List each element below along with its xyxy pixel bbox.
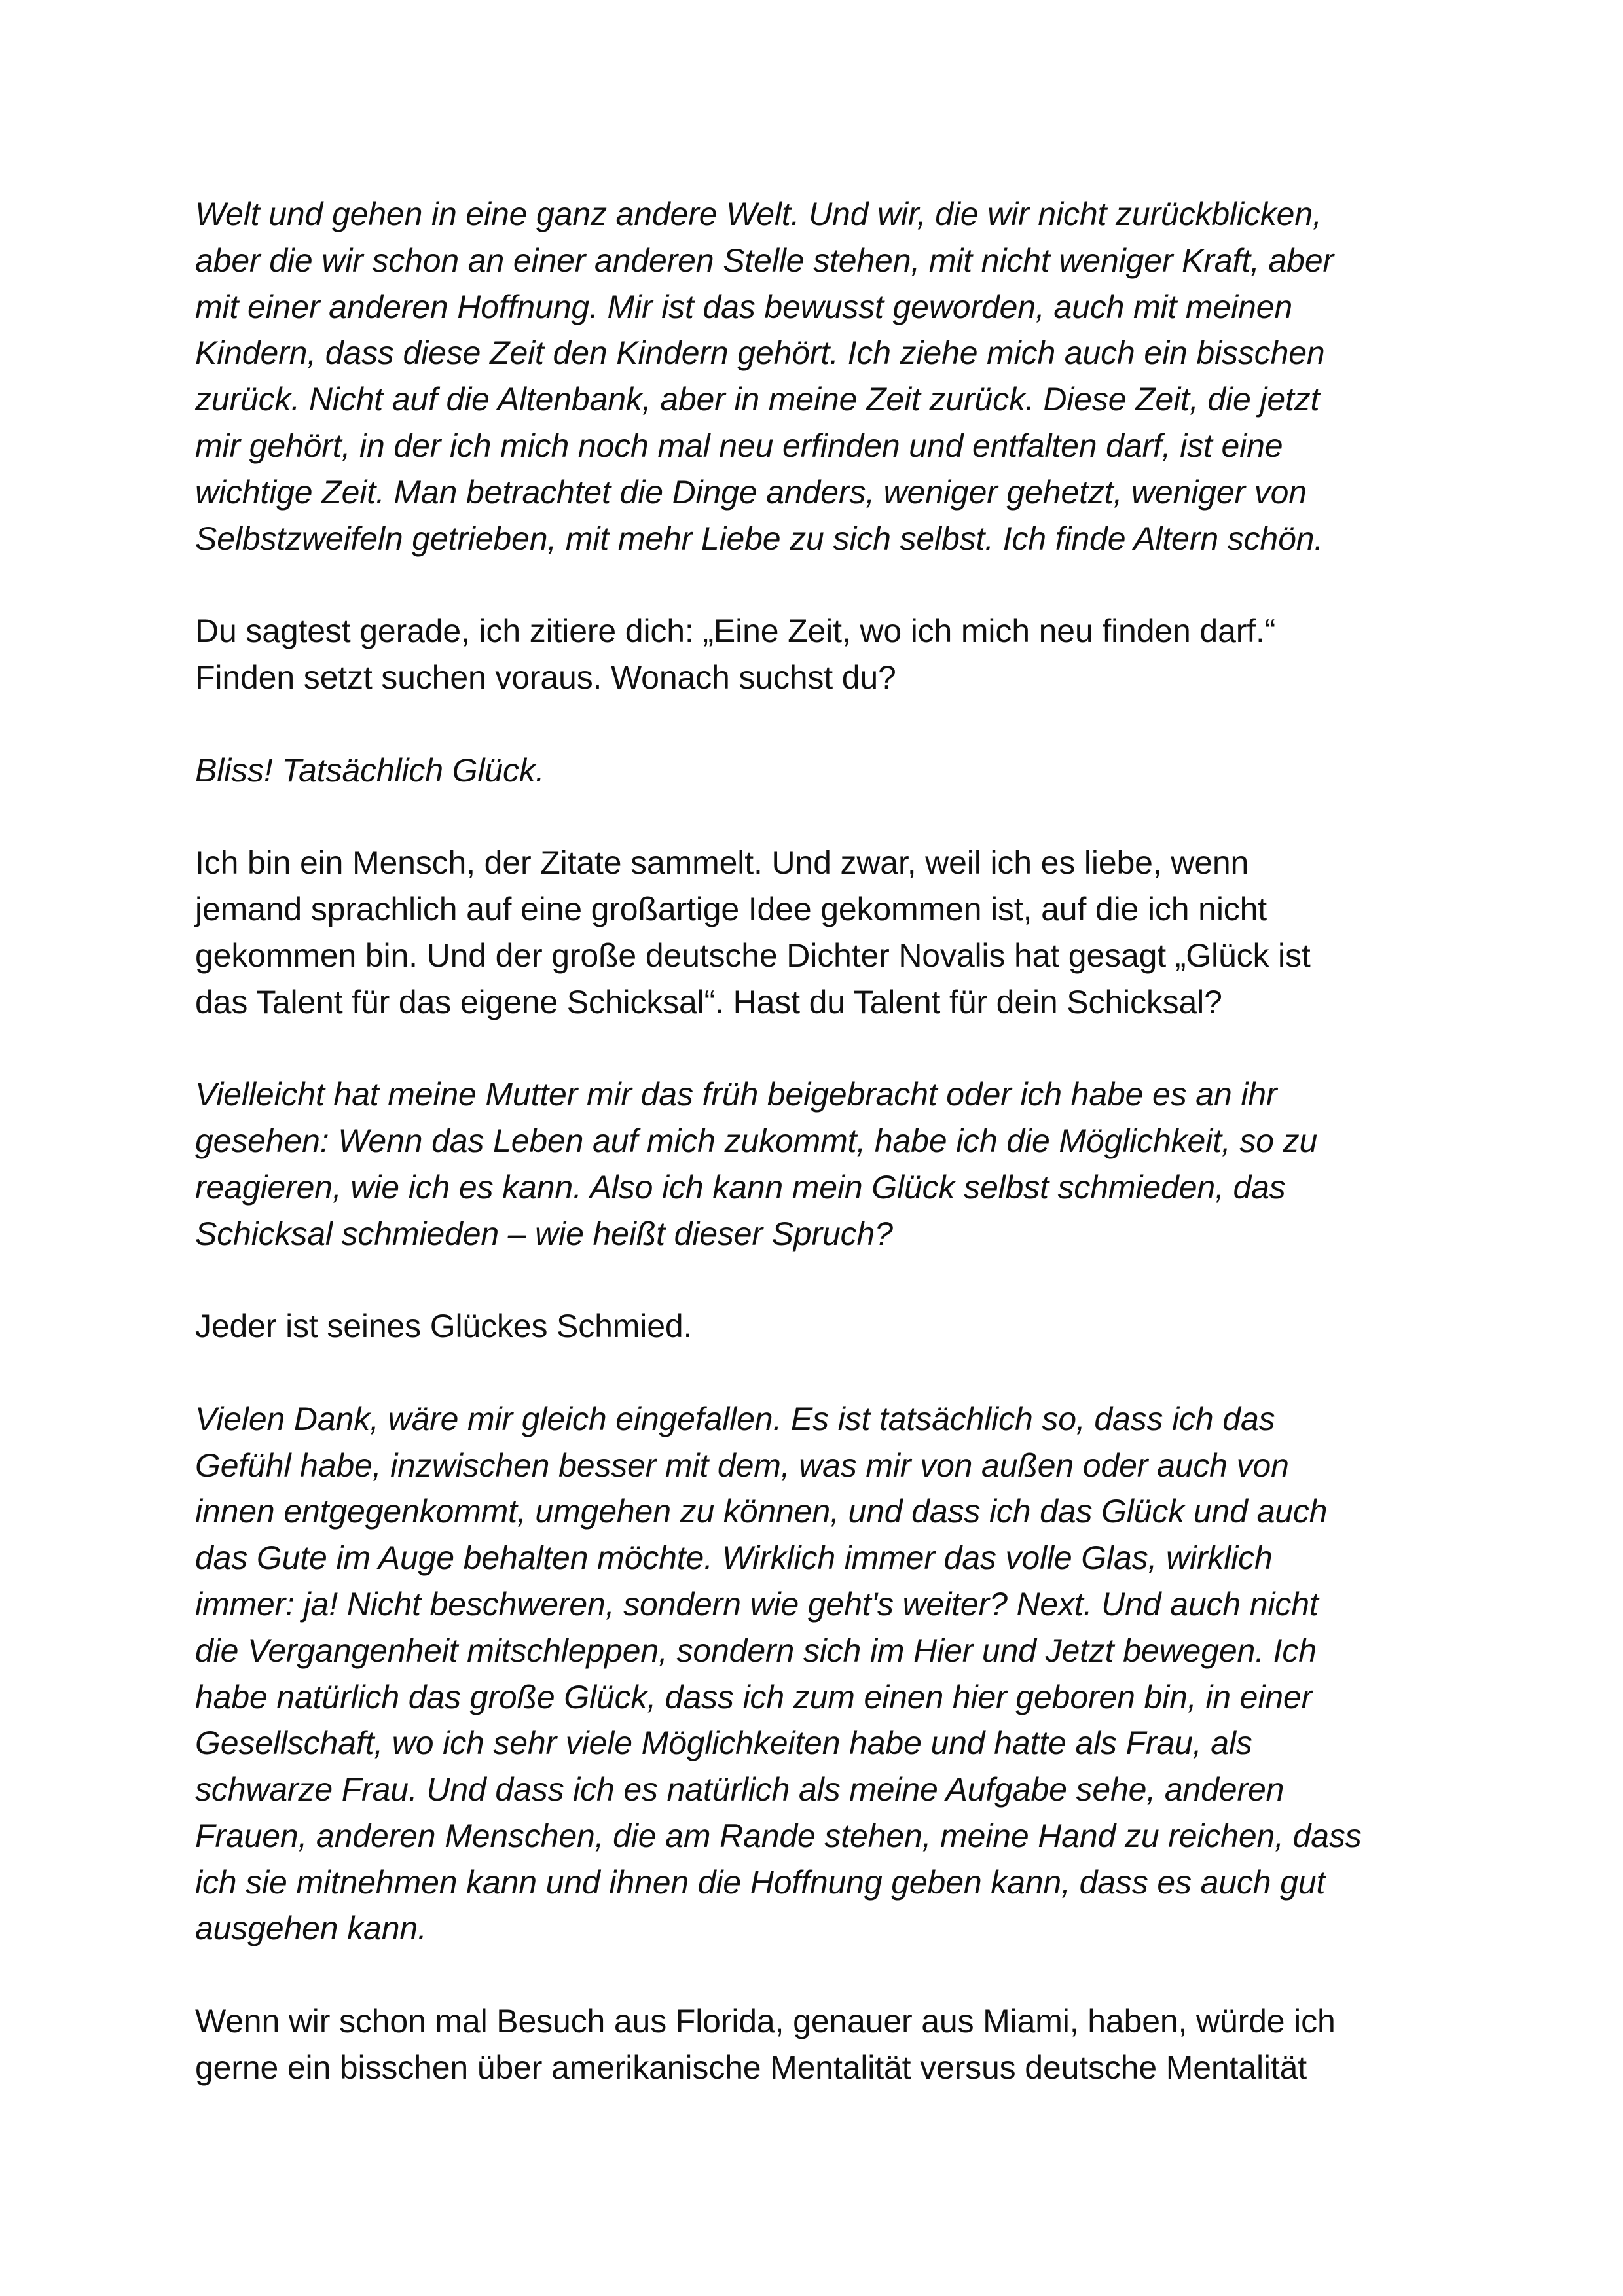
question-paragraph: Wenn wir schon mal Besuch aus Florida, genauer aus Miami, haben, würde ich gerne ein bisschen über amerikanische Mentalität versus deutsche Mentalität [195, 2003, 1336, 2086]
question-paragraph: Jeder ist seines Glückes Schmied. [195, 1308, 693, 1345]
question-paragraph: Du sagtest gerade, ich zitiere dich: „Eine Zeit, wo ich mich neu finden darf.“ Finden setzt suchen voraus. Wonach suchst du? [195, 613, 1276, 696]
answer-paragraph: Bliss! Tatsächlich Glück. [195, 751, 545, 789]
answer-paragraph: Vielen Dank, wäre mir gleich eingefallen. Es ist tatsächlich so, dass ich das Gefühl habe, inzwischen besser mit dem, was mir von außen oder auch von innen entgegenkommt, umgehen zu können, und dass ich das Glück und auch das Gute im Auge behalten möchte. Wirklich immer das volle Glas, wirklich immer: ja! Nicht beschweren, sondern wie geht's weiter? Next. Und auch nicht die Vergangenheit mitschleppen, sondern sich im Hier und Jetzt bewegen. Ich habe natürlich das große Glück, dass ich zum einen hier geboren bin, in einer Gesellschaft, wo ich sehr viele Möglichkeiten habe und hatte als Frau, als schwarze Frau. Und dass ich es natürlich als meine Aufgabe sehe, anderen Frauen, anderen Menschen, die am Rande stehen, meine Hand zu reichen, dass ich sie mitnehmen kann und ihnen die Hoffnung geben kann, dass es auch gut ausgehen kann. [195, 1400, 1362, 1947]
answer-paragraph: Welt und gehen in eine ganz andere Welt. Und wir, die wir nicht zurückblicken, aber die wir schon an einer anderen Stelle stehen, mit nicht weniger Kraft, aber mit einer anderen Hoffnung. Mir ist das bewusst geworden, auch mit meinen Kindern, dass diese Zeit den Kindern gehört. Ich ziehe mich auch ein bisschen zurück. Nicht auf die Altenbank, aber in meine Zeit zurück. Diese Zeit, die jetzt mir gehört, in der ich mich noch mal neu erfinden und entfalten darf, ist eine wichtige Zeit. Man betrachtet die Dinge anders, weniger gehetzt, weniger von Selbstzweifeln getrieben, mit mehr Liebe zu sich selbst. Ich finde Altern schön. [195, 196, 1334, 557]
answer-paragraph: Vielleicht hat meine Mutter mir das früh beigebracht oder ich habe es an ihr gesehen: Wenn das Leben auf mich zukommt, habe ich die Möglichkeit, so zu reagieren, wie ich es kann. Also ich kann mein Glück selbst schmieden, das Schicksal schmieden – wie heißt dieser Spruch? [195, 1076, 1318, 1252]
document-page [195, 191, 1439, 2137]
question-paragraph: Ich bin ein Mensch, der Zitate sammelt. Und zwar, weil ich es liebe, wenn jemand sprachlich auf eine großartige Idee gekommen ist, auf die ich nicht gekommen bin. Und der große deutsche Dichter Novalis hat gesagt „Glück ist das Talent für das eigene Schicksal“. Hast du Talent für dein Schicksal? [195, 844, 1311, 1020]
